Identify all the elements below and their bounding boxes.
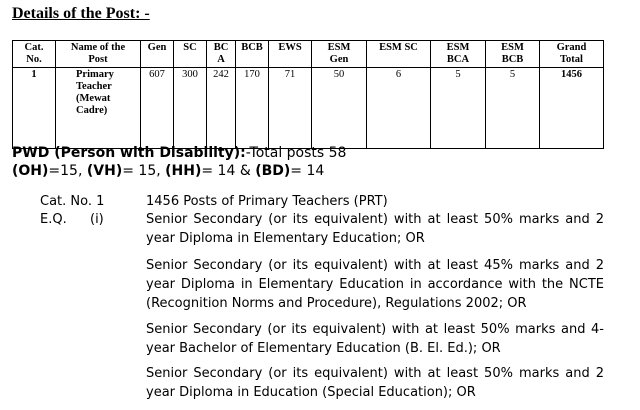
cell-esm-bcb: 5: [486, 68, 540, 149]
section-heading: Details of the Post: -: [12, 5, 150, 22]
header-bcb: BCB: [236, 41, 269, 68]
header-ews: EWS: [269, 41, 312, 68]
cell-cat-no: 1: [13, 68, 56, 149]
vh-label: (VH): [86, 163, 123, 179]
header-cat-no: Cat. No.: [13, 41, 56, 68]
pwd-breakdown: [12, 163, 324, 179]
cell-gen: 607: [141, 68, 174, 149]
hh-value: = 14 &: [201, 163, 256, 179]
hh-label: (HH): [165, 163, 202, 179]
header-post-name: Name of the Post: [56, 41, 141, 68]
header-esm-bca: ESM BCA: [431, 41, 486, 68]
pwd-total: -Total posts 58: [245, 145, 347, 161]
header-sc: SC: [174, 41, 207, 68]
cell-sc: 300: [174, 68, 207, 149]
vh-value: = 15,: [122, 163, 166, 179]
header-grand-total: Grand Total: [540, 41, 604, 68]
bd-label: (BD): [255, 163, 291, 179]
posts-table: [12, 40, 604, 149]
eq-label: E.Q.: [40, 212, 67, 227]
cell-bcb: 170: [236, 68, 269, 149]
header-esm-bcb: ESM BCB: [486, 41, 540, 68]
oh-label: (OH): [12, 163, 49, 179]
cell-grand-total: 1456: [540, 68, 604, 149]
qualification-paragraph: Senior Secondary (or its equivalent) with at least 50% marks and 2 year Diploma in Education (Special Education); OR: [146, 366, 604, 400]
cell-post-name: Primary Teacher (Mewat Cadre): [56, 68, 141, 149]
cell-ews: 71: [269, 68, 312, 149]
header-esm-gen: ESM Gen: [312, 41, 367, 68]
header-esm-sc: ESM SC: [367, 41, 431, 68]
eq-sub-label: (i): [90, 212, 104, 227]
cell-esm-gen: 50: [312, 68, 367, 149]
qualification-paragraph: Senior Secondary (or its equivalent) with at least 45% marks and 2 year Diploma in Elementary Education in accordance with the NCTE (Recognition Norms and Procedure), Regulations 2002; OR: [146, 258, 604, 311]
cat-no-label: Cat. No. 1: [40, 194, 105, 209]
cell-esm-bca: 5: [431, 68, 486, 149]
cell-bca: 242: [207, 68, 236, 149]
pwd-label: PWD (Person with Disability):: [12, 145, 246, 161]
bd-value: = 14: [290, 163, 325, 179]
header-bca: BC A: [207, 41, 236, 68]
table-row: [13, 68, 604, 149]
pwd-summary: [12, 145, 346, 161]
qualification-paragraph: Senior Secondary (or its equivalent) with at least 50% marks and 2 year Diploma in Elementary Education; OR: [146, 212, 604, 246]
oh-value: =15,: [48, 163, 87, 179]
header-gen: Gen: [141, 41, 174, 68]
table-header-row: [13, 41, 604, 68]
cat-no-value: 1456 Posts of Primary Teachers (PRT): [146, 194, 388, 209]
qualification-paragraph: Senior Secondary (or its equivalent) with at least 50% marks and 4-year Bachelor of Elementary Education (B. El. Ed.); OR: [146, 322, 604, 356]
cell-esm-sc: 6: [367, 68, 431, 149]
